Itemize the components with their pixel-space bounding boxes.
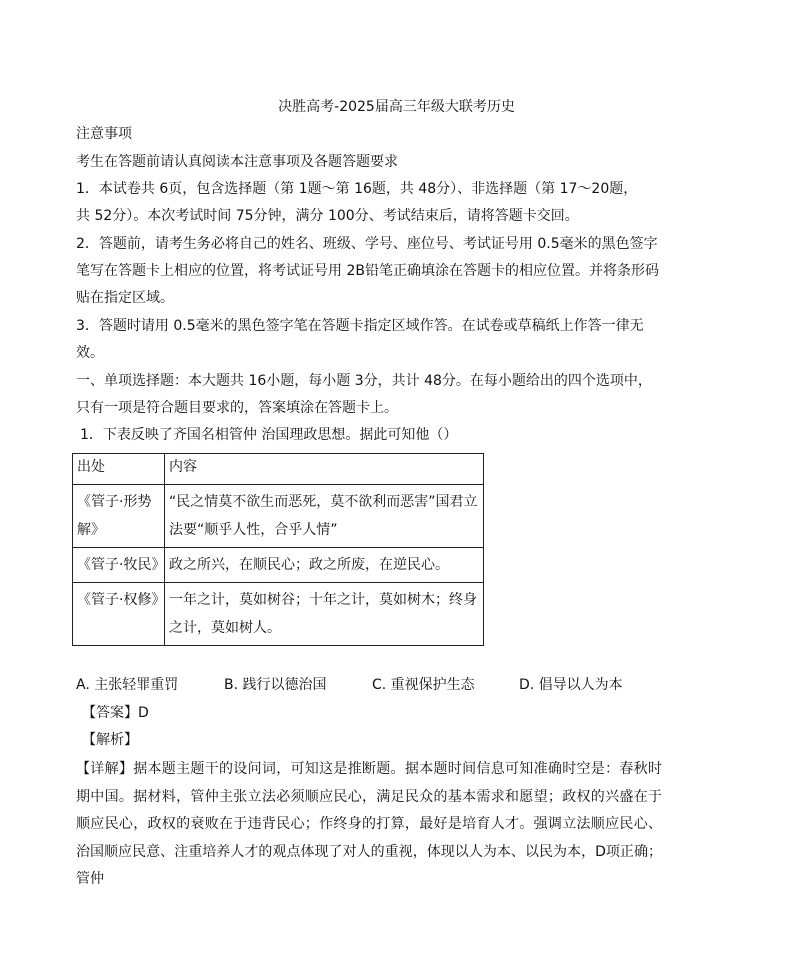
- table-row: [73, 485, 484, 548]
- notice-3-line-2: 效。: [76, 345, 104, 361]
- notice-heading: 注意事项: [76, 126, 132, 142]
- notice-intro: 考生在答题前请认真阅读本注意事项及各题答题要求: [76, 154, 398, 170]
- notice-2-line-3: 贴在指定区域。: [76, 290, 174, 306]
- answer-options: [76, 674, 666, 694]
- table-cell-content: “民之情莫不欲生而恶死，莫不欲利而恶害”国君立法要“顺乎人性，合乎人情”: [165, 485, 484, 548]
- option-b: B. 践行以德治国: [224, 677, 327, 693]
- notice-2-line-1: 2．答题前，请考生务必将自己的姓名、班级、学号、座位号、考试证号用 0.5毫米的黑色签字: [76, 236, 658, 252]
- table-cell-content: 政之所兴，在顺民心；政之所废，在逆民心。: [165, 548, 484, 583]
- answer-label: 【答案】D: [82, 705, 149, 721]
- table-cell-content: 一年之计，莫如树谷；十年之计，莫如树木；终身之计，莫如树人。: [165, 583, 484, 646]
- table-row: [73, 583, 484, 646]
- table-cell-source: 《管子·牧民》: [73, 548, 165, 583]
- question-stem: 1．下表反映了齐国名相管仲 治国理政思想。据此可知他（）: [80, 427, 458, 443]
- analysis-detail: 【详解】据本题主题干的设问词，可知这是推断题。据本题时间信息可知准确时空是：春秋时期中国。据材料，管仲主张立法必须顺应民心，满足民众的基本需求和愿望；政权的兴盛在于顺应民心，政权的衰败在于违背民心；作终身的打算，最好是培育人才。强调立法顺应民心、治国顺应民意、注重培养人才的观点体现了对人的重视，体现以人为本、以民为本，D项正确；管仲: [76, 761, 662, 887]
- table-cell-source: 《管子·形势解》: [73, 485, 165, 548]
- section-instructions-line-1: 一、单项选择题：本大题共 16小题，每小题 3分，共计 48分。在每小题给出的四个选项中，: [76, 373, 652, 389]
- option-a: A. 主张轻罪重罚: [76, 677, 179, 693]
- notice-3-line-1: 3．答题时请用 0.5毫米的黑色签字笔在答题卡指定区域作答。在试卷或草稿纸上作答一律无: [76, 318, 644, 334]
- source-table: [72, 453, 484, 646]
- option-c: C. 重视保护生态: [372, 677, 475, 693]
- analysis-label: 【解析】: [82, 732, 138, 748]
- table-header-source: 出处: [73, 454, 165, 485]
- table-row: [73, 548, 484, 583]
- document-title: 决胜高考-2025届高三年级大联考历史: [278, 99, 515, 115]
- table-header-content: 内容: [165, 454, 484, 485]
- option-d: D. 倡导以人为本: [519, 677, 623, 693]
- notice-2-line-2: 笔写在答题卡上相应的位置，将考试证号用 2B铅笔正确填涂在答题卡的相应位置。并将条形码: [76, 263, 659, 279]
- table-cell-source: 《管子·权修》: [73, 583, 165, 646]
- notice-1-line-1: 1．本试卷共 6页，包含选择题（第 1题～第 16题，共 48分）、非选择题（第 17～20题，: [76, 181, 638, 197]
- notice-1-line-2: 共 52分）。本次考试时间 75分钟，满分 100分、考试结束后，请将答题卡交回。: [76, 208, 579, 224]
- section-instructions-line-2: 只有一项是符合题目要求的，答案填涂在答题卡上。: [76, 400, 398, 416]
- table-header-row: [73, 454, 484, 485]
